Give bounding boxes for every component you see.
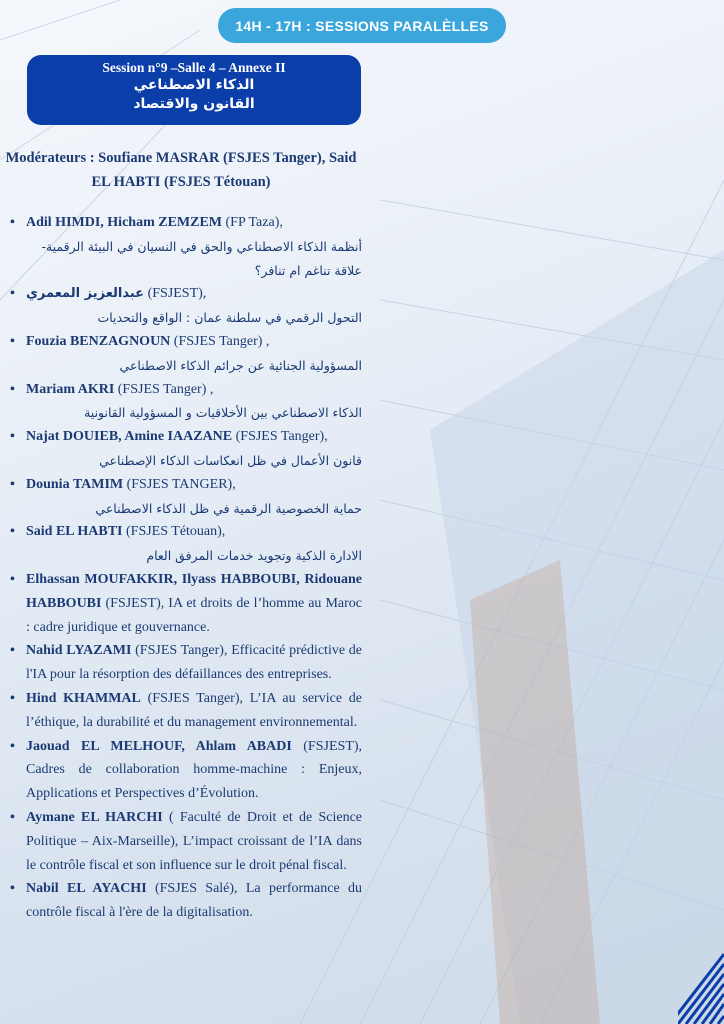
talk-title: L’impact croissant de l’IA dans le contrôle fiscal et son influence sur le droit pénal fiscal. bbox=[26, 833, 363, 873]
session-title-box bbox=[27, 55, 361, 125]
talk-item bbox=[6, 473, 362, 521]
bullet-icon: • bbox=[10, 524, 15, 540]
talk-title: قانون الأعمال في ظل انعكاسات الذكاء الإصطناعي bbox=[99, 452, 362, 468]
talk-authors: Aymane EL HARCHI bbox=[26, 809, 163, 825]
talk-title: التحول الرقمي في سلطنة عمان : الواقع والتحديات bbox=[97, 310, 362, 326]
talk-title: الذكاء الاصطناعي بين الأخلاقيات و المسؤولية القانونية bbox=[84, 405, 362, 421]
talk-title: حماية الخصوصية الرقمية في ظل الذكاء الاصطناعي bbox=[95, 500, 362, 516]
talk-item bbox=[6, 735, 362, 806]
bullet-icon: • bbox=[10, 476, 15, 492]
bullet-icon: • bbox=[10, 286, 15, 302]
bullet-icon: • bbox=[10, 809, 15, 825]
time-slot-header bbox=[218, 8, 506, 43]
talk-item bbox=[6, 520, 362, 568]
talk-title: L’IA au service de l’éthique, la durabilité et du management environnemental. bbox=[26, 690, 362, 730]
talk-item bbox=[6, 568, 362, 639]
talk-item bbox=[6, 425, 362, 473]
bullet-icon: • bbox=[10, 429, 15, 445]
talk-authors: Nabil EL AYACHI bbox=[26, 881, 147, 897]
session-number: Session n°9 –Salle 4 – Annexe II bbox=[102, 60, 286, 75]
talk-affiliation: (FSJES Tanger), bbox=[131, 643, 232, 659]
talk-authors: Hind KHAMMAL bbox=[26, 690, 141, 706]
talk-affiliation: (FSJEST), bbox=[144, 286, 207, 302]
talk-authors: Elhassan MOUFAKKIR, Ilyass HABBOUBI, Ridouane HABBOUBI bbox=[26, 571, 362, 611]
talk-item bbox=[6, 639, 362, 687]
talk-authors: Fouzia BENZAGNOUN bbox=[26, 333, 171, 349]
talk-list bbox=[6, 211, 362, 925]
talk-authors: عبدالعزيز المعمري bbox=[26, 286, 145, 302]
bullet-icon: • bbox=[10, 881, 15, 897]
decorative-stripes bbox=[678, 944, 724, 1024]
talk-authors: Najat DOUIEB, Amine IAAZANE bbox=[26, 429, 233, 445]
talk-title: المسؤولية الجنائية عن جرائم الذكاء الاصطناعي bbox=[119, 357, 362, 373]
session-theme-ar-2: القانون والاقتصاد bbox=[133, 96, 255, 112]
talk-item bbox=[6, 806, 362, 877]
talk-title: أنظمة الذكاء الاصطناعي والحق في النسيان في البيئة الرقمية- علاقة تناغم ام تنافر؟ bbox=[41, 238, 362, 278]
talk-authors: Jaouad EL MELHOUF, Ahlam ABADI bbox=[26, 738, 292, 754]
talk-item bbox=[6, 687, 362, 735]
bullet-icon: • bbox=[10, 571, 15, 587]
talk-authors: Adil HIMDI, Hicham ZEMZEM bbox=[26, 215, 223, 230]
talk-title: Cadres de collaboration homme-machine : Enjeux, Applications et Perspectives d’Évolution. bbox=[26, 762, 362, 802]
talk-authors: Mariam AKRI bbox=[26, 381, 115, 397]
talk-item bbox=[6, 877, 362, 925]
talk-authors: Said EL HABTI bbox=[26, 524, 123, 540]
bullet-icon: • bbox=[10, 738, 15, 754]
talk-item bbox=[6, 282, 362, 330]
talk-affiliation: (FSJES Tanger) , bbox=[114, 381, 214, 397]
talk-affiliation: (FSJES Tanger), bbox=[232, 429, 328, 445]
talk-item bbox=[6, 211, 362, 282]
talk-affiliation: ( Faculté de Droit et de Science Politique – Aix-Marseille), bbox=[26, 809, 363, 849]
talk-title: Efficacité prédictive de l'IA pour la résorption des défaillances des entreprises. bbox=[26, 643, 363, 683]
talk-affiliation: (FSJES Tanger) , bbox=[170, 333, 270, 349]
talk-affiliation: (FP Taza), bbox=[222, 215, 283, 230]
time-slot-label: 14H - 17H : SESSIONS PARALÈLLES bbox=[235, 17, 489, 34]
talk-affiliation: (FSJES Salé), bbox=[146, 881, 246, 897]
talk-affiliation: (FSJEST), bbox=[291, 738, 363, 754]
talk-title: الادارة الذكية وتجويد خدمات المرفق العام bbox=[146, 548, 362, 564]
moderators-line-1: Modérateurs : Soufiane MASRAR (FSJES Tanger), Said bbox=[5, 150, 357, 166]
bullet-icon: • bbox=[10, 643, 15, 659]
talk-item bbox=[6, 330, 362, 378]
talk-affiliation: (FSJES Tétouan), bbox=[122, 524, 226, 540]
moderators-line-2: EL HABTI (FSJES Tétouan) bbox=[91, 174, 271, 190]
bullet-icon: • bbox=[10, 690, 15, 706]
bullet-icon: • bbox=[10, 215, 15, 230]
talk-item bbox=[6, 378, 362, 426]
talk-authors: Nahid LYAZAMI bbox=[26, 643, 132, 659]
talk-affiliation: (FSJES Tanger), bbox=[140, 690, 250, 706]
bullet-icon: • bbox=[10, 381, 15, 397]
bullet-icon: • bbox=[10, 333, 15, 349]
talk-title: IA et droits de l’homme au Maroc : cadre juridique et gouvernance. bbox=[26, 595, 362, 635]
talk-title: La performance du contrôle fiscal à l'ère de la digitalisation. bbox=[26, 881, 362, 921]
talk-affiliation: (FSJEST), bbox=[101, 595, 169, 611]
session-theme-ar-1: الذكاء الاصطناعي bbox=[133, 77, 255, 93]
talk-authors: Dounia TAMIM bbox=[26, 476, 124, 492]
talk-affiliation: (FSJES TANGER), bbox=[123, 476, 236, 492]
moderators bbox=[0, 146, 362, 194]
